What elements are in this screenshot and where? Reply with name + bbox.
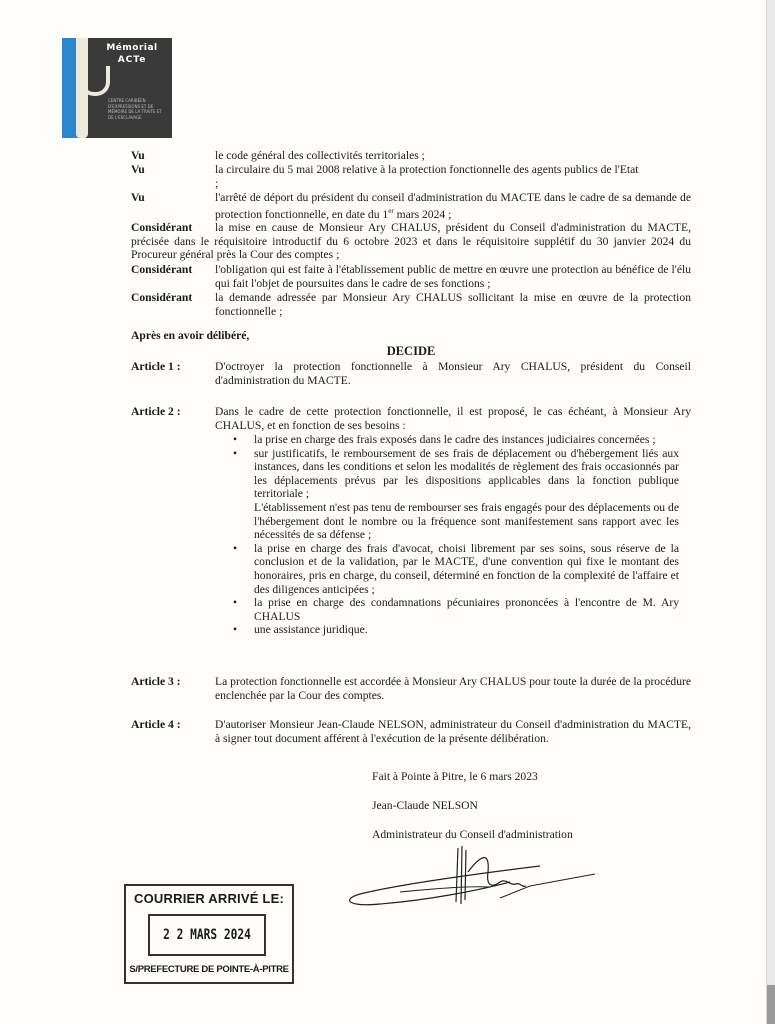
visa-label: Vu: [131, 191, 145, 204]
logo-subtitle: CENTRE CARIBÉEN D'EXPRESSIONS ET DE MÉMOIRE DE LA TRAITE ET DE L'ESCLAVAGE: [108, 98, 162, 120]
scrollbar-track[interactable]: [766, 0, 775, 1024]
visa-label: Vu: [131, 163, 145, 176]
after-deliberation: Après en avoir délibéré,: [131, 329, 250, 342]
decide-heading: DECIDE: [386, 344, 436, 358]
considerant-label: Considérant: [131, 221, 193, 234]
visa-text: [215, 163, 691, 190]
bullet-item: [233, 447, 679, 542]
visa-text-sup: er: [388, 206, 394, 215]
bullet-icon: •: [233, 433, 238, 446]
bullet-text: la prise en charge des condamnations pécuniaires prononcées à l'encontre de M. Ary CHALUS: [254, 596, 679, 623]
bullet-note: L'établissement n'est pas tenu de rembourser ses frais engagés pour des déplacements ou de l'hébergement dont le nombre ou la fréquence sont manifestement sans rapport avec les nécessités de sa défense ;: [254, 500, 679, 542]
considerant-label: Considérant: [131, 291, 193, 304]
bullet-item: [233, 542, 679, 596]
bullet-item: [233, 623, 679, 637]
place-date: Fait à Pointe à Pitre, le 6 mars 2023: [372, 770, 538, 783]
considerant-text: [131, 221, 691, 262]
considerant-text: la demande adressée par Monsieur Ary CHALUS sollicitant la mise en œuvre de la protection fonctionnelle ;: [215, 291, 691, 318]
signatory-name: Jean-Claude NELSON: [372, 799, 478, 812]
visa-text: [215, 191, 691, 221]
article-label: Article 2 :: [131, 405, 181, 418]
stamp-footer: S/PREFECTURE DE POINTE-À-PITRE: [129, 964, 289, 975]
received-stamp: [124, 884, 294, 984]
considerant-text: l'obligation qui est faite à l'établissement public de mettre en œuvre une protection au bénéfice de l'élu qui fait l'objet de poursuites dans le cadre de ses fonctions ;: [215, 263, 691, 290]
stamp-date-box: [148, 914, 266, 956]
article-label: Article 3 :: [131, 675, 181, 688]
considerant-text-body: la mise en cause de Monsieur Ary CHALUS, président du Conseil d'administration du MACTE, précisée dans le réquisitoire introductif du 6 octobre 2023 et dans le réquisitoire supplétif du 30 janvier 2024 du Procureur général près la Cour des comptes ;: [131, 221, 691, 262]
visa-text-main: l'arrêté de déport du président du conseil d'administration du MACTE dans le cadre de sa demande de protection fonctionnelle, en date du 1: [215, 191, 691, 221]
article-label: Article 1 :: [131, 360, 181, 373]
visa-text-main: la circulaire du 5 mai 2008 relative à la protection fonctionnelle des agents publics de l'Etat: [215, 163, 639, 176]
bullet-text: la prise en charge des frais exposés dans le cadre des instances judiciaires concernées ;: [254, 433, 656, 446]
bullet-text: une assistance juridique.: [254, 623, 368, 637]
bullet-item: [233, 433, 679, 447]
visa-text-semicolon: ;: [215, 176, 219, 190]
visa-text: le code général des collectivités territoriales ;: [215, 149, 425, 162]
logo-title-line1: Mémorial: [106, 43, 158, 53]
considerant-label: Considérant: [131, 263, 193, 276]
stamp-date: 2 2 MARS 2024: [163, 927, 251, 943]
article-text: D'autoriser Monsieur Jean-Claude NELSON, administrateur du Conseil d'administration du MACTE, à signer tout document afférent à l'exécution de la présente délibération.: [215, 718, 691, 745]
article-2-bullet-list: [233, 433, 679, 637]
visa-label: Vu: [131, 149, 145, 162]
visa-text-end: mars 2024 ;: [393, 207, 452, 221]
article-text: D'octroyer la protection fonctionnelle à Monsieur Ary CHALUS, président du Conseil d'administration du MACTE.: [215, 360, 691, 387]
bullet-icon: •: [233, 541, 238, 555]
bullet-icon: •: [233, 623, 238, 637]
stamp-heading: COURRIER ARRIVÉ LE:: [134, 891, 284, 906]
handwritten-signature: [340, 842, 600, 917]
logo-title-line2: ACTe: [117, 55, 147, 65]
logo-curve-shape: [80, 66, 110, 96]
memorial-acte-logo: [62, 38, 172, 138]
article-text: Dans le cadre de cette protection fonctionnelle, il est proposé, le cas échéant, à Monsieur Ary CHALUS, et en fonction de ses besoins :: [215, 405, 691, 432]
signatory-title: Administrateur du Conseil d'administration: [372, 828, 573, 841]
signature-tail-stroke: [500, 874, 595, 898]
signature-loop-stroke: [350, 866, 540, 905]
bullet-text: la prise en charge des frais d'avocat, choisi librement par ses soins, sous réserve de la conclusion et de la validation, par le MACTE, d'une convention qui fixe le montant des honoraires, pris en charge, du conseil, déterminé en fonction de la complexité de l'affaire et des diligences anticipées ;: [254, 541, 679, 596]
bullet-icon: •: [233, 596, 238, 610]
article-text: La protection fonctionnelle est accordée à Monsieur Ary CHALUS pour toute la durée de la procédure enclenchée par la Cour des comptes.: [215, 675, 691, 702]
article-label: Article 4 :: [131, 718, 181, 731]
bullet-item: [233, 596, 679, 623]
scrollbar-thumb[interactable]: [767, 985, 775, 1024]
bullet-icon: •: [233, 446, 238, 460]
bullet-text: sur justificatifs, le remboursement de ses frais de déplacement ou d'hébergement liés aux instances, dans les conditions et selon les modalités de règlement des frais occasionnés par les déplacements prévus par les dispositions applicables dans la fonction publique territoriale ;: [254, 446, 679, 501]
